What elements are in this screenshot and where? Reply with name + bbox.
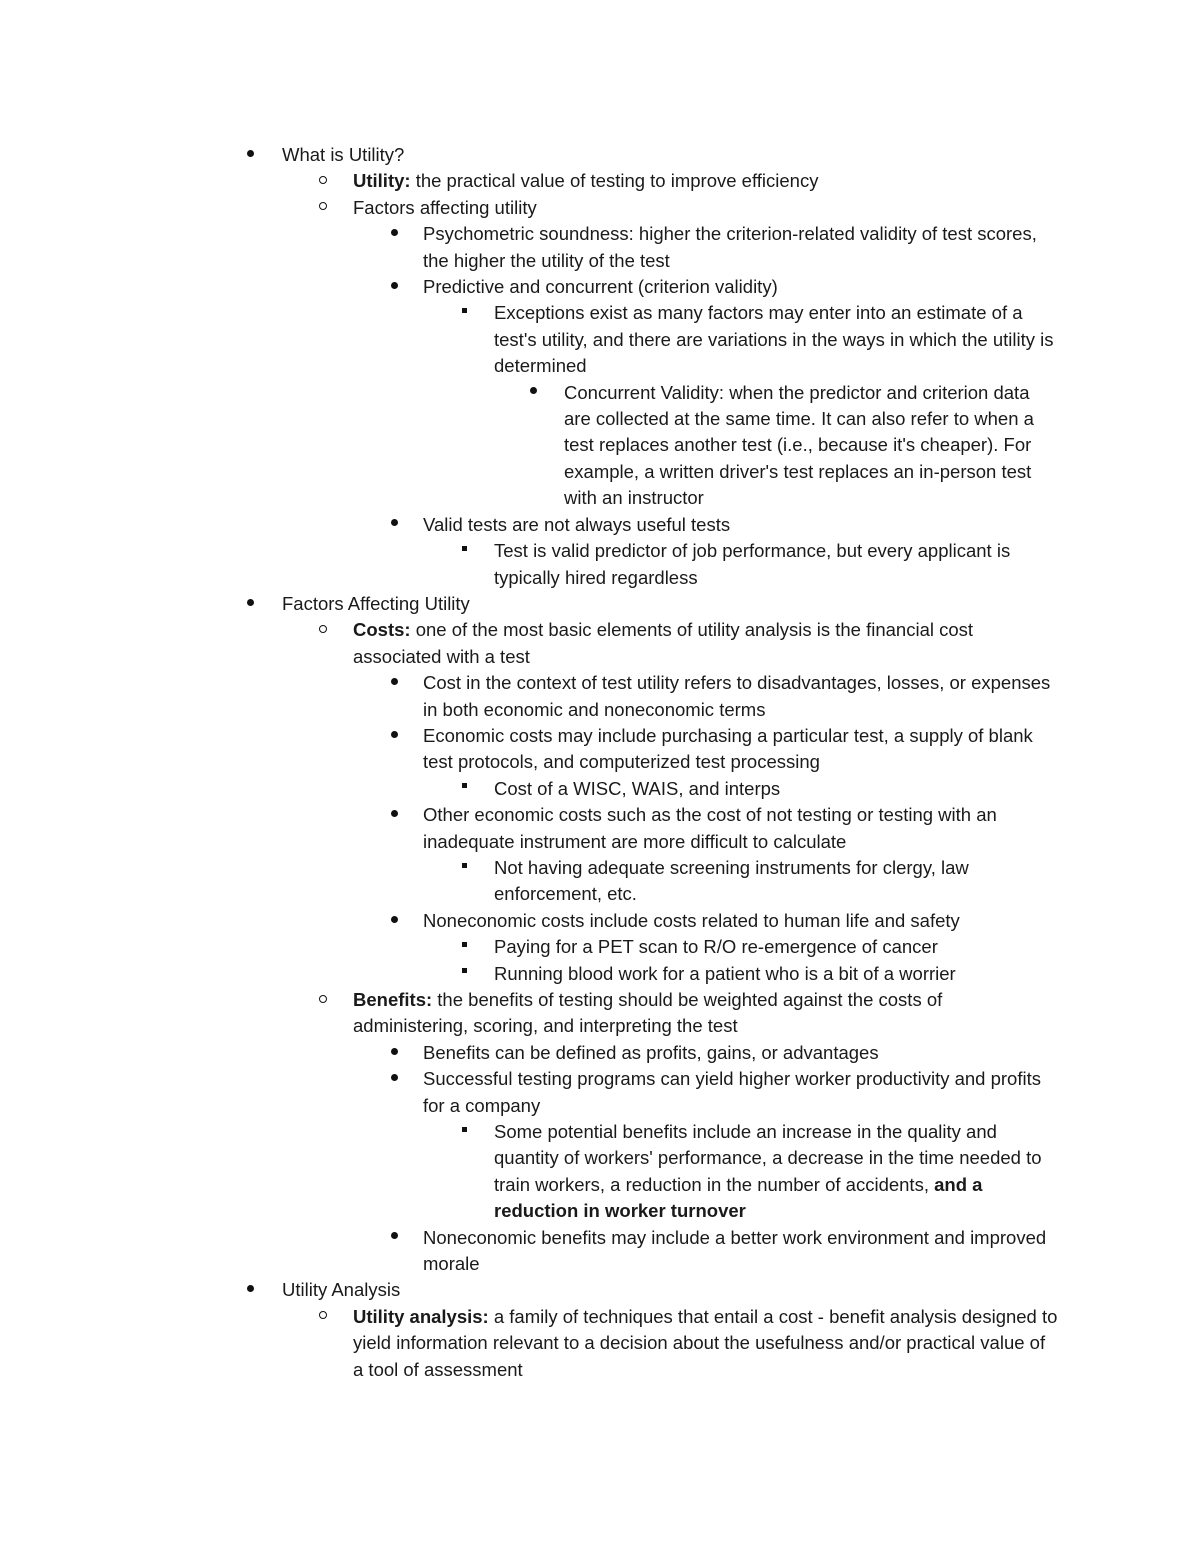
item-text: Predictive and concurrent (criterion validity) <box>423 276 778 298</box>
outline-item-level-3 <box>423 512 1053 538</box>
item-text: one of the most basic elements of utility analysis is the financial cost associated with a test <box>353 619 974 667</box>
item-text: Factors affecting utility <box>353 196 537 218</box>
item-text: What is Utility? <box>282 144 405 165</box>
outline-item-level-3 <box>423 670 1053 723</box>
outline-item-level-3 <box>423 274 1053 300</box>
bullet-dot-icon <box>386 512 402 538</box>
outline-item-level-1 <box>282 142 982 168</box>
bullet-square-icon <box>456 1119 472 1145</box>
outline-item-level-2 <box>353 1304 1058 1383</box>
outline-item-level-2 <box>353 617 1053 670</box>
outline-item-level-4 <box>494 961 1054 987</box>
term-label: Utility: <box>353 170 411 192</box>
bullet-dot-icon <box>386 723 402 749</box>
term-label: Benefits: <box>353 989 433 1010</box>
bullet-dot-icon <box>386 908 402 934</box>
outline-item-level-4 <box>494 855 1054 908</box>
item-text: Not having adequate screening instruments for clergy, law enforcement, etc. <box>494 856 969 905</box>
outline-item-level-3 <box>423 723 1053 776</box>
item-text: a family of techniques that entail a cost - benefit analysis designed to yield information relevant to a decision about the usefulness and/or practical value of a tool of assessment <box>353 1305 1058 1380</box>
outline-item-level-3 <box>423 1225 1053 1278</box>
bullet-square-icon <box>456 538 472 564</box>
outline-item-level-4 <box>494 300 1054 379</box>
outline-item-level-3 <box>423 1066 1053 1119</box>
item-text: Psychometric soundness: higher the criterion-related validity of test scores, the higher the utility of the test <box>423 223 1037 271</box>
item-text: Noneconomic benefits may include a better work environment and improved morale <box>423 1226 1047 1275</box>
item-text: Factors Affecting Utility <box>282 592 470 614</box>
term-label: Costs: <box>353 619 411 641</box>
outline-item-level-1 <box>282 591 982 617</box>
outline-item-level-3 <box>423 221 1053 274</box>
term-label: Utility analysis: <box>353 1305 489 1327</box>
bullet-dot-icon <box>242 591 258 617</box>
bullet-dot-icon <box>386 274 402 300</box>
item-text: Other economic costs such as the cost of not testing or testing with an inadequate instrument are more difficult to calculate <box>423 804 997 852</box>
item-text: Economic costs may include purchasing a particular test, a supply of blank test protocols, and computerized test processing <box>423 724 1033 773</box>
item-text: Paying for a PET scan to R/O re-emergence of cancer <box>494 936 938 958</box>
outline-notes <box>0 142 1200 1383</box>
item-text: Test is valid predictor of job performance, but every applicant is typically hired regardless <box>494 540 1011 588</box>
item-text: Exceptions exist as many factors may enter into an estimate of a test's utility, and there are variations in the ways in which the utility is determined <box>494 302 1054 377</box>
item-text: Noneconomic costs include costs related to human life and safety <box>423 909 960 931</box>
bullet-circle-icon <box>315 617 331 643</box>
bullet-square-icon <box>456 300 472 326</box>
item-text: Valid tests are not always useful tests <box>423 513 731 535</box>
outline-item-level-4 <box>494 934 1054 960</box>
outline-item-level-5 <box>564 380 1040 512</box>
emphasis-text: and a reduction in worker turnover <box>494 1173 983 1222</box>
item-text: the practical value of testing to improve efficiency <box>410 170 819 192</box>
outline-item-level-4 <box>494 1119 1054 1225</box>
bullet-dot-icon <box>242 142 258 168</box>
bullet-square-icon <box>456 855 472 881</box>
bullet-circle-icon <box>315 195 331 221</box>
bullet-dot-icon <box>242 1277 258 1303</box>
bullet-circle-icon <box>315 168 331 194</box>
outline-item-level-3 <box>423 1040 1053 1066</box>
item-text: Cost in the context of test utility refers to disadvantages, losses, or expenses in both economic and noneconomic terms <box>423 672 1051 720</box>
item-text: Running blood work for a patient who is a bit of a worrier <box>494 962 956 984</box>
bullet-dot-icon <box>386 802 402 828</box>
outline-item-level-3 <box>423 908 1053 934</box>
item-text: Successful testing programs can yield higher worker productivity and profits for a company <box>423 1068 1041 1116</box>
outline-item-level-4 <box>494 538 1054 591</box>
bullet-dot-icon <box>386 670 402 696</box>
bullet-dot-icon <box>386 221 402 247</box>
outline-item-level-3 <box>423 802 1053 855</box>
bullet-circle-icon <box>315 987 331 1013</box>
outline-item-level-2 <box>353 168 1053 194</box>
bullet-square-icon <box>456 776 472 802</box>
item-text: Some potential benefits include an increase in the quality and quantity of workers' performance, a decrease in the time needed to train workers, a reduction in the number of accidents, <box>494 1121 1042 1195</box>
bullet-dot-icon <box>386 1040 402 1066</box>
bullet-dot-icon <box>525 380 541 406</box>
bullet-circle-icon <box>315 1304 331 1330</box>
item-text: Concurrent Validity: when the predictor and criterion data are collected at the same time. It can also refer to when a test replaces another test (i.e., because it's cheaper). For example, a written driver's test replaces an in-person test with an instructor <box>564 381 1034 509</box>
outline-item-level-1 <box>282 1277 982 1303</box>
item-text: Cost of a WISC, WAIS, and interps <box>494 777 781 799</box>
item-text: Benefits can be defined as profits, gains, or advantages <box>423 1041 879 1063</box>
item-text: Utility Analysis <box>282 1279 401 1301</box>
outline-item-level-2 <box>353 195 1053 221</box>
bullet-dot-icon <box>386 1225 402 1251</box>
bullet-square-icon <box>456 961 472 987</box>
bullet-square-icon <box>456 934 472 960</box>
item-text: the benefits of testing should be weighted against the costs of administering, scoring, and interpreting the test <box>353 989 943 1037</box>
outline-item-level-4 <box>494 776 1054 802</box>
bullet-dot-icon <box>386 1066 402 1092</box>
outline-item-level-2 <box>353 987 1053 1040</box>
